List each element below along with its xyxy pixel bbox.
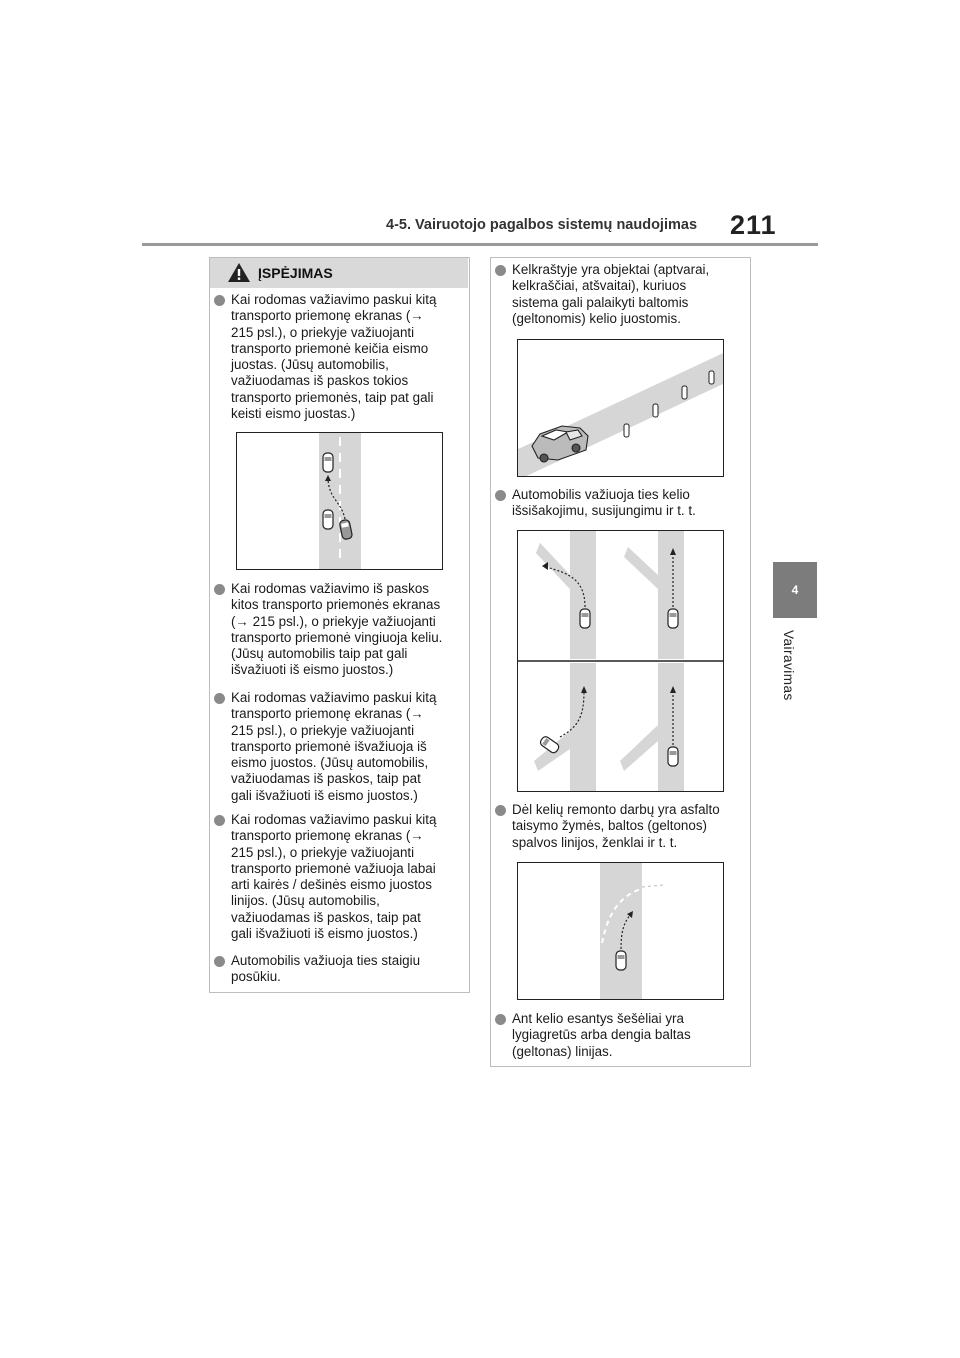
illustration-lane-change: [236, 432, 443, 570]
bullet-icon: [214, 956, 225, 967]
bullet-icon: [495, 490, 506, 501]
item-text: Automobilis važiuoja ties kelio išsišakojimu, susijungimu ir t. t.: [512, 487, 696, 519]
item-text: Kai rodomas važiavimo paskui kitą transporto priemonę ekranas (→ 215 psl.), o priekyje važiuojanti transporto priemonė važiuoja labai arti kairės / dešinės eismo juostos linijos. (Jūsų automobilis, važiuodamas iš paskos, taip pat gali išvažiuoti iš eismo juostos.): [231, 812, 437, 942]
warning-triangle-icon: [227, 262, 251, 288]
header-divider: [142, 243, 818, 246]
bullet-icon: [214, 693, 225, 704]
bullet-icon: [495, 265, 506, 276]
bullet-icon: [495, 1014, 506, 1025]
section-title: 4-5. Vairuotojo pagalbos sistemų naudojimas: [386, 217, 698, 233]
item-text: Kai rodomas važiavimo paskui kitą transporto priemonę ekranas (→ 215 psl.), o priekyje važiuojanti transporto priemonė keičia eismo juostas. (Jūsų automobilis, važiuodamas iš paskos tokios transporto priemonės, taip pat gali keisti eismo juostas.): [231, 292, 437, 422]
item-text: Ant kelio esantys šešėliai yra lygiagretūs arba dengia baltas (geltonas) linijas.: [512, 1011, 691, 1059]
illustration-roadside-objects: [517, 339, 724, 477]
illustration-repair-markings: [517, 862, 724, 1000]
illustration-road-branching: [517, 530, 724, 792]
chapter-label: Vairavimas: [781, 630, 796, 701]
bullet-icon: [495, 805, 506, 816]
bullet-icon: [214, 295, 225, 306]
item-text: Kai rodomas važiavimo paskui kitą transporto priemonę ekranas (→ 215 psl.), o priekyje važiuojanti transporto priemonė išvažiuoja iš eismo juostos. (Jūsų automobilis, važiuodamas iš paskos, taip pat gali išvažiuoti iš eismo juostos.): [231, 690, 437, 803]
warning-title: ĮSPĖJIMAS: [258, 265, 333, 281]
page-number: 211: [730, 210, 777, 240]
chapter-tab[interactable]: 4: [773, 562, 817, 618]
item-text: Kelkraštyje yra objektai (aptvarai, kelkraščiai, atšvaitai), kuriuos sistema gali palaikyti baltomis (geltonomis) kelio juostomis.: [512, 262, 710, 326]
item-text: Dėl kelių remonto darbų yra asfalto taisymo žymės, baltos (geltonos) spalvos linijos, ženklai ir t. t.: [512, 802, 720, 850]
item-text: Automobilis važiuoja ties staigiu posūkiu.: [231, 953, 421, 985]
bullet-icon: [214, 584, 225, 595]
item-text: Kai rodomas važiavimo iš paskos kitos transporto priemonės ekranas (→ 215 psl.), o priekyje važiuojanti transporto priemonė vingiuoja keliu. (Jūsų automobilis taip pat gali išvažiuoti iš eismo juostos.): [231, 581, 443, 678]
bullet-icon: [214, 815, 225, 826]
